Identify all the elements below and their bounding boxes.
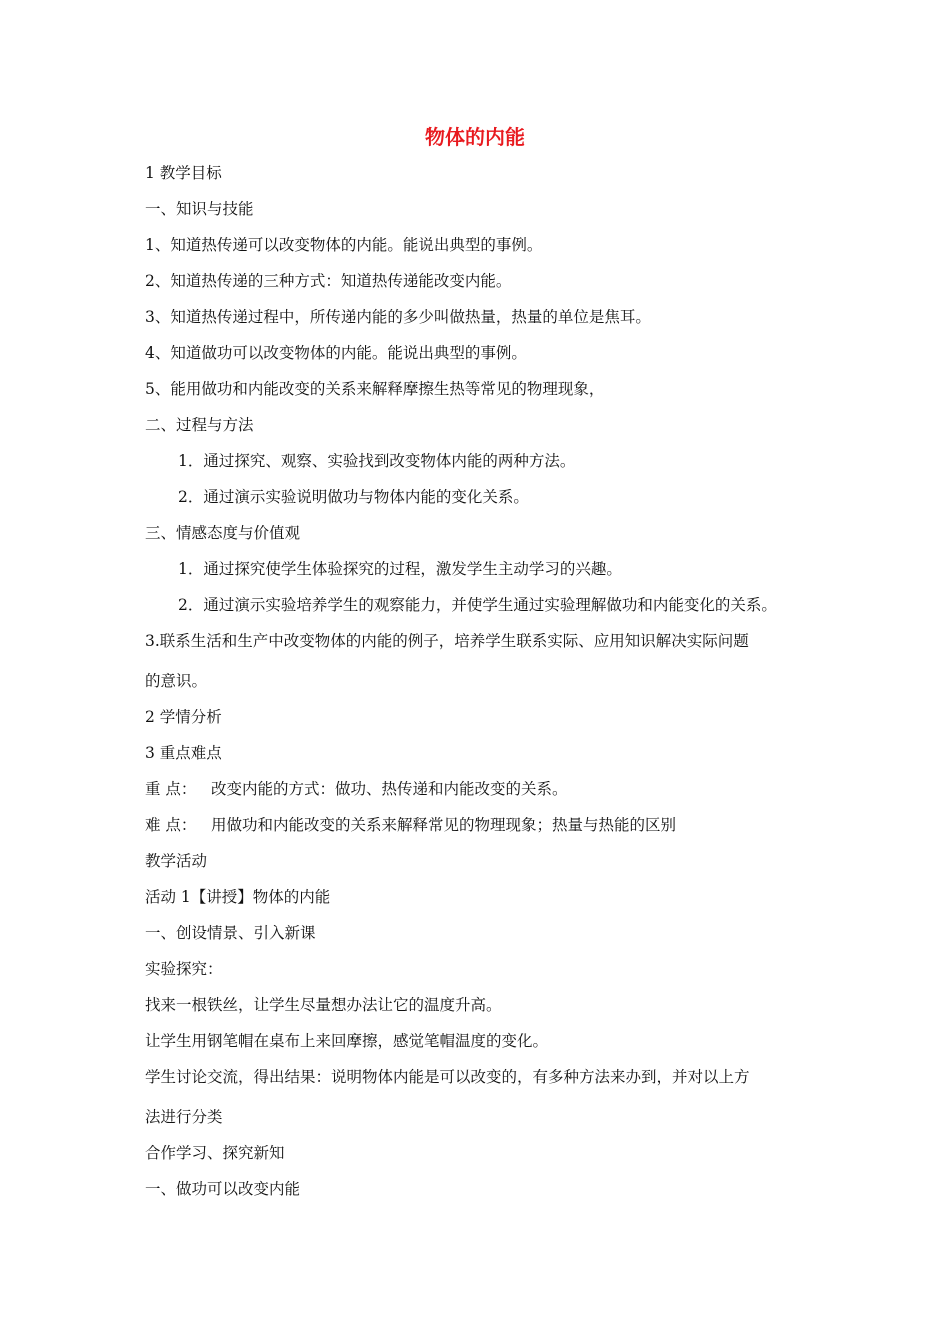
paragraph-line: 学生讨论交流，得出结果：说明物体内能是可以改变的，有多种方法来办到，并对以上方 (145, 1068, 750, 1086)
section-heading: 教学活动 (145, 852, 208, 870)
subsection-heading: 三、情感态度与价值观 (145, 524, 301, 542)
paragraph-line: 让学生用钢笔帽在桌布上来回摩擦，感觉笔帽温度的变化。 (145, 1032, 549, 1050)
paragraph-line: 3.联系生活和生产中改变物体的内能的例子，培养学生联系实际、应用知识解决实际问题 (145, 632, 749, 650)
subsection-heading: 一、创设情景、引入新课 (145, 924, 316, 942)
paragraph-line: 4、知道做功可以改变物体的内能。能说出典型的事例。 (145, 344, 527, 362)
paragraph-line: 1．通过探究使学生体验探究的过程，激发学生主动学习的兴趣。 (178, 560, 622, 578)
difficult-point-label: 难 点： (145, 816, 197, 834)
subsection-heading: 一、知识与技能 (145, 200, 254, 218)
paragraph-line: 5、能用做功和内能改变的关系来解释摩擦生热等常见的物理现象， (145, 380, 605, 398)
key-point-line (145, 779, 568, 799)
subsection-heading: 二、过程与方法 (145, 416, 254, 434)
difficult-point-line (145, 815, 676, 835)
difficult-point-text: 用做功和内能改变的关系来解释常见的物理现象；热量与热能的区别 (211, 816, 677, 834)
key-point-text: 改变内能的方式：做功、热传递和内能改变的关系。 (211, 780, 568, 798)
paragraph-line: 2．通过演示实验培养学生的观察能力，并使学生通过实验理解做功和内能变化的关系。 (178, 596, 777, 614)
paragraph-line: 的意识。 (145, 672, 208, 690)
paragraph-line: 1、知道热传递可以改变物体的内能。能说出典型的事例。 (145, 236, 543, 254)
activity-heading: 活动 1【讲授】物体的内能 (145, 888, 331, 906)
subsection-heading: 合作学习、探究新知 (145, 1144, 285, 1162)
section-heading: 2 学情分析 (145, 708, 222, 726)
paragraph-line: 法进行分类 (145, 1108, 223, 1126)
subsection-heading: 一、做功可以改变内能 (145, 1180, 301, 1198)
document-title: 物体的内能 (425, 125, 525, 149)
key-point-label: 重 点： (145, 780, 197, 798)
paragraph-line: 实验探究： (145, 960, 223, 978)
paragraph-line: 找来一根铁丝，让学生尽量想办法让它的温度升高。 (145, 996, 502, 1014)
paragraph-line: 2．通过演示实验说明做功与物体内能的变化关系。 (178, 488, 529, 506)
section-heading: 3 重点难点 (145, 744, 222, 762)
paragraph-line: 3、知道热传递过程中，所传递内能的多少叫做热量，热量的单位是焦耳。 (145, 308, 651, 326)
paragraph-line: 2、知道热传递的三种方式：知道热传递能改变内能。 (145, 272, 512, 290)
paragraph-line: 1．通过探究、观察、实验找到改变物体内能的两种方法。 (178, 452, 576, 470)
section-heading: 1 教学目标 (145, 164, 222, 182)
